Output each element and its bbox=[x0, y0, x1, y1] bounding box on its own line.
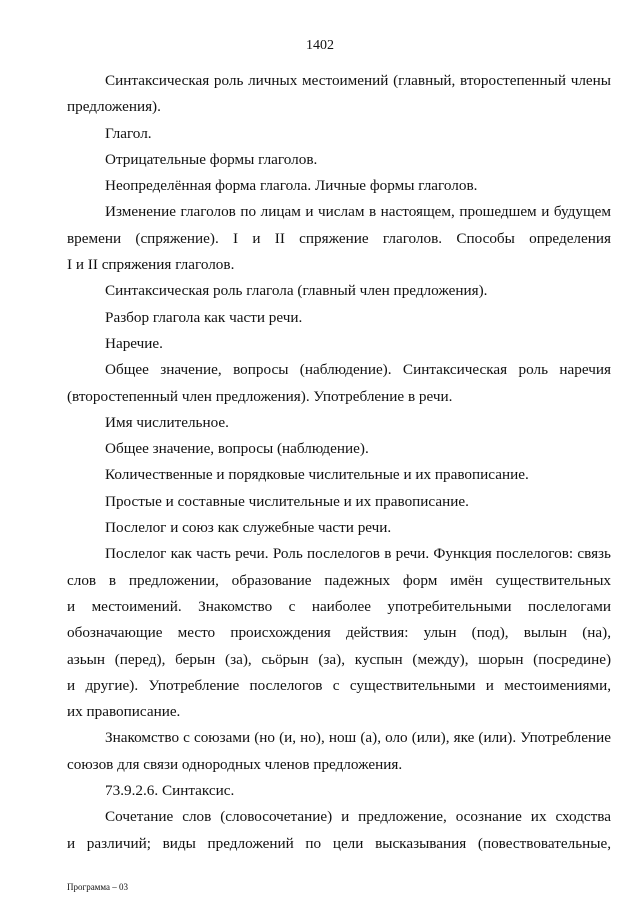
text-line: Имя числительное. bbox=[105, 413, 229, 431]
text-line: Изменение глаголов по лицам и числам в настоящем, прошедшем и будущем bbox=[105, 203, 611, 221]
text-line: Знакомство с союзами (но (и, но), нош (а), оло (или), яке (или). Употребление bbox=[105, 729, 611, 747]
footer-label: Программа – 03 bbox=[67, 882, 129, 892]
text-line: (второстепенный член предложения). Употребление в речи. bbox=[67, 387, 453, 405]
text-line: азьын (перед), берын (за), сьӧрын (за), куспын (между), шорын (посредине) bbox=[67, 650, 611, 668]
text-line: их правописание. bbox=[67, 703, 181, 721]
text-line: Наречие. bbox=[105, 334, 163, 352]
text-line: Отрицательные формы глаголов. bbox=[105, 150, 318, 168]
page-number: 1402 bbox=[306, 38, 334, 53]
text-line: Синтаксическая роль глагола (главный член предложения). bbox=[105, 282, 488, 300]
text-line: Разбор глагола как части речи. bbox=[105, 308, 303, 326]
text-line: и различий; виды предложений по цели высказывания (повествовательные, bbox=[67, 834, 611, 852]
text-line: 73.9.2.6. Синтаксис. bbox=[105, 782, 235, 800]
text-line: Синтаксическая роль личных местоимений (главный, второстепенный члены bbox=[105, 72, 611, 89]
text-line: слов в предложении, образование падежных форм имён существительных bbox=[67, 571, 611, 589]
text-line: времени (спряжение). I и II спряжение глаголов. Способы определения bbox=[67, 229, 611, 247]
text-line: Глагол. bbox=[105, 124, 152, 142]
text-line: Послелог как часть речи. Роль послелогов в речи. Функция послелогов: связь bbox=[105, 545, 611, 563]
text-line: Послелог и союз как служебные части речи. bbox=[105, 519, 392, 537]
text-line: Неопределённая форма глагола. Личные формы глаголов. bbox=[105, 177, 478, 195]
text-line: обозначающие место происхождения действия: улын (под), вылын (на), bbox=[67, 624, 611, 642]
text-line: Простые и составные числительные и их правописание. bbox=[105, 492, 469, 510]
text-line: Общее значение, вопросы (наблюдение). bbox=[105, 440, 369, 458]
text-line: I и II спряжения глаголов. bbox=[67, 256, 235, 274]
text-line: союзов для связи однородных членов предложения. bbox=[67, 755, 403, 773]
text-line: Общее значение, вопросы (наблюдение). Синтаксическая роль наречия bbox=[105, 361, 611, 379]
body-text bbox=[67, 68, 611, 857]
text-line: и другие). Употребление послелогов с существительными и местоимениями, bbox=[67, 676, 611, 694]
text-line: и местоимений. Знакомство с наиболее употребительными послелогами bbox=[67, 597, 611, 615]
text-line: предложения). bbox=[67, 98, 161, 116]
text-line: Сочетание слов (словосочетание) и предложение, осознание их сходства bbox=[105, 808, 611, 826]
text-line: Количественные и порядковые числительные и их правописание. bbox=[105, 466, 529, 484]
